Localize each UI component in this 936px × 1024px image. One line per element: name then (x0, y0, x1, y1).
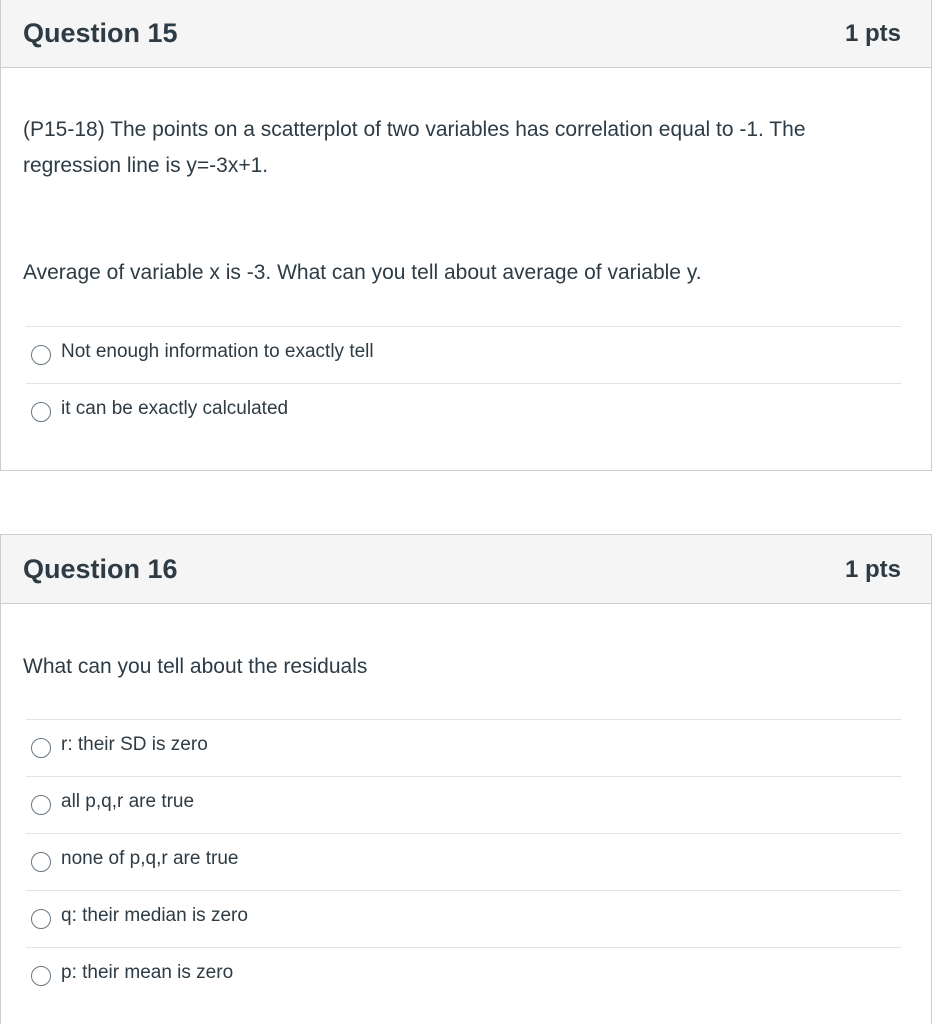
question-prompt: Average of variable x is -3. What can you tell about average of variable y. (23, 261, 702, 284)
question-header (1, 535, 931, 604)
answer-option[interactable] (26, 326, 901, 383)
answer-label: none of p,q,r are true (61, 848, 239, 869)
radio-button[interactable] (31, 345, 51, 365)
radio-button[interactable] (31, 966, 51, 986)
question-15-card (0, 0, 932, 471)
question-points: 1 pts (844, 20, 901, 47)
answer-option[interactable] (26, 947, 901, 1004)
answer-label: r: their SD is zero (61, 734, 208, 755)
question-text: What can you tell about the residuals (23, 655, 368, 678)
answer-label: all p,q,r are true (61, 791, 195, 812)
radio-button[interactable] (31, 402, 51, 422)
question-text: (P15-18) The points on a scatterplot of two variables has correlation equal to -1. The regression line is y=-3x+1. (23, 118, 806, 177)
answer-label: p: their mean is zero (61, 962, 234, 983)
answer-list (26, 326, 901, 440)
radio-button[interactable] (31, 738, 51, 758)
answer-option[interactable] (26, 833, 901, 890)
answer-option[interactable] (26, 890, 901, 947)
question-points: 1 pts (844, 556, 901, 583)
answer-option[interactable] (26, 776, 901, 833)
answer-label: Not enough information to exactly tell (61, 341, 374, 362)
radio-button[interactable] (31, 795, 51, 815)
answer-option[interactable] (26, 719, 901, 776)
answer-list (26, 719, 901, 1004)
question-title: Question 15 (23, 18, 178, 48)
question-title: Question 16 (23, 554, 178, 584)
answer-label: it can be exactly calculated (61, 398, 289, 419)
question-header (1, 0, 931, 68)
question-16-card (0, 534, 932, 1024)
radio-button[interactable] (31, 852, 51, 872)
answer-label: q: their median is zero (61, 905, 248, 926)
answer-option[interactable] (26, 383, 901, 440)
radio-button[interactable] (31, 909, 51, 929)
